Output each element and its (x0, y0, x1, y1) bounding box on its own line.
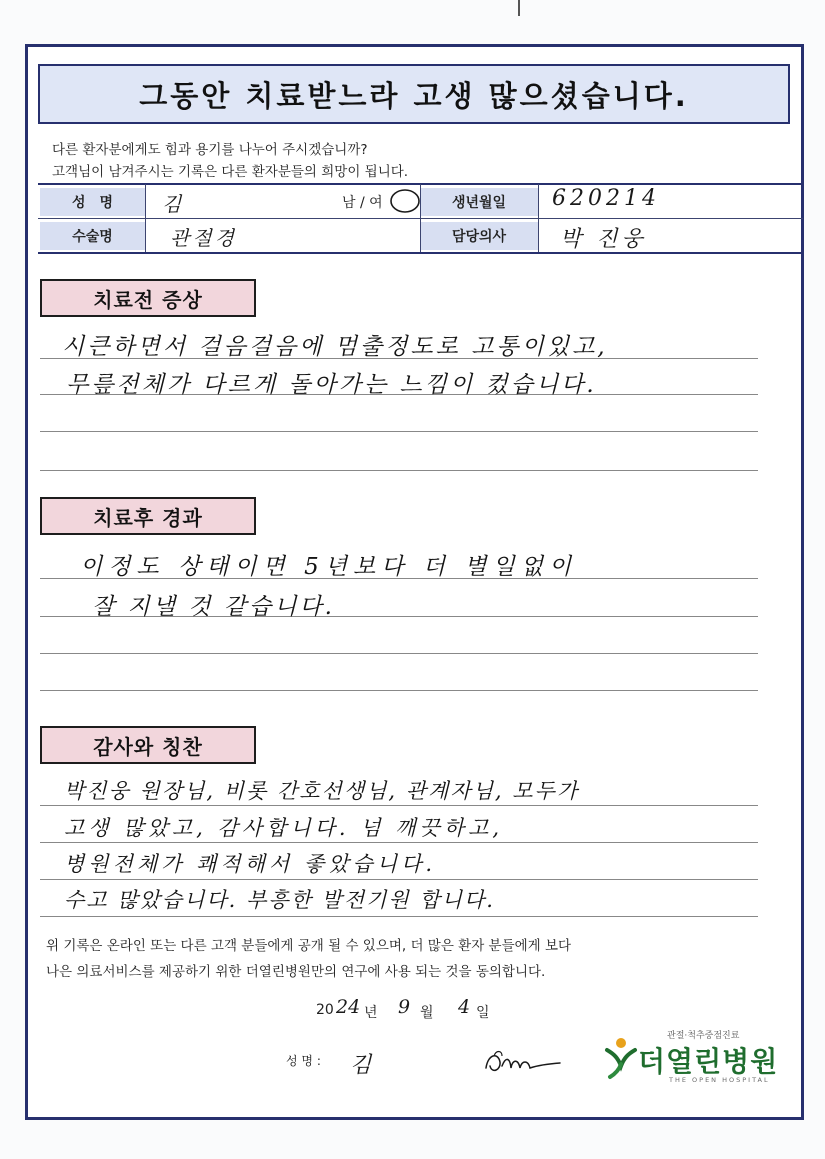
after-line-1: 이정도 상태이면 5년보다 더 별일없이 (80, 554, 578, 580)
info-divider (538, 184, 539, 252)
info-table-bottom-rule (38, 252, 803, 254)
gender-circle-mark (388, 187, 424, 215)
date-month-unit: 월 (420, 1005, 434, 1021)
logo-name: 더열린병원 (638, 1045, 779, 1078)
logo-english: THE OPEN HOSPITAL (669, 1076, 770, 1084)
date-year-hand: 24 (336, 996, 361, 1018)
writing-line (40, 879, 758, 880)
doctor-value: 박 진웅 (560, 227, 647, 252)
signature-label: 성 명 : (286, 1054, 321, 1068)
writing-line (40, 431, 758, 432)
thanks-line-3: 병원전체가 쾌적해서 좋았습니다. (64, 852, 437, 876)
intro-line-1: 다른 환자분에게도 힘과 용기를 나누어 주시겠습니까? (52, 142, 368, 158)
date-day-unit: 일 (476, 1005, 490, 1021)
writing-line (40, 842, 758, 843)
intro-line-2: 고객님이 남겨주시는 기록은 다른 환자분들의 희망이 됩니다. (52, 164, 409, 180)
logo-subtitle: 관절·척추중점진료 (667, 1031, 740, 1041)
date-month-hand: 9 (398, 996, 411, 1018)
writing-line (40, 653, 758, 654)
handwritten-signature (480, 1046, 566, 1082)
thanks-label: 감사와 칭찬 (40, 726, 256, 764)
date-year-prefix: 20 (316, 1002, 334, 1018)
thanks-line-1: 박진웅 원장님, 비롯 간호선생님, 관계자님, 모두가 (64, 779, 580, 803)
date-year-unit: 년 (364, 1005, 378, 1021)
writing-line (40, 805, 758, 806)
form-title: 그동안 치료받느라 고생 많으셨습니다. (139, 78, 689, 113)
consent-line-2: 나은 의료서비스를 제공하기 위한 더열린병원만의 연구에 사용 되는 것을 동의합니다. (46, 964, 546, 980)
date-day-hand: 4 (458, 996, 471, 1018)
name-label: 성 명 (40, 188, 145, 216)
surgery-value: 관절경 (170, 226, 237, 250)
title-banner (38, 64, 790, 124)
writing-line (40, 470, 758, 471)
doctor-label: 담당의사 (420, 222, 538, 250)
writing-line (40, 690, 758, 691)
hospital-logo-icon (604, 1036, 638, 1080)
gender-label: 남 / 여 (342, 195, 383, 211)
name-value: 김 (162, 192, 182, 216)
after-line-2: 잘 지낼 것 같습니다. (92, 594, 335, 620)
birth-label: 생년월일 (420, 188, 538, 216)
thanks-line-4: 수고 많았습니다. 부흥한 발전기원 합니다. (64, 888, 495, 912)
consent-line-1: 위 기록은 온라인 또는 다른 고객 분들에게 공개 될 수 있으며, 더 많은 환자 분들에게 보다 (46, 938, 572, 954)
scan-mark (518, 0, 520, 16)
signature-name: 김 (350, 1053, 372, 1078)
writing-line (40, 916, 758, 917)
birth-value: 620214 (552, 186, 660, 211)
before-line-2: 무릎전체가 다르게 돌아가는 느낌이 컸습니다. (66, 372, 597, 398)
thanks-line-2: 고생 많았고, 감사합니다. 넘 깨끗하고, (64, 816, 504, 840)
before-treatment-label: 치료전 증상 (40, 279, 256, 317)
surgery-label: 수술명 (40, 222, 145, 250)
info-divider (145, 184, 146, 252)
after-treatment-label: 치료후 경과 (40, 497, 256, 535)
before-line-1: 시큰하면서 걸음걸음에 멈출정도로 고통이있고, (62, 334, 608, 360)
